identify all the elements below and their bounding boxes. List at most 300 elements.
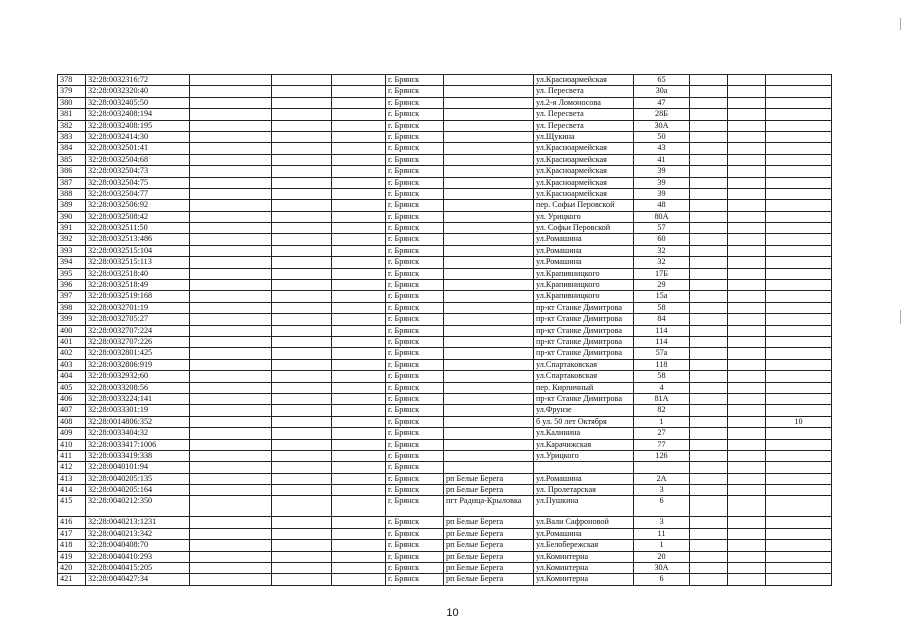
blank-cell [690, 143, 728, 154]
blank-cell [332, 291, 386, 302]
table-row [58, 177, 832, 188]
blank-cell [728, 517, 766, 528]
house-number-cell: 47 [634, 97, 690, 108]
blank-cell [728, 528, 766, 539]
blank-cell [332, 109, 386, 120]
extra-value-cell [766, 143, 832, 154]
cadastral-number-cell: 32:28:0032504:73 [86, 166, 190, 177]
extra-value-cell [766, 348, 832, 359]
cadastral-number-cell: 32:28:0032705:27 [86, 314, 190, 325]
blank-cell [272, 462, 332, 473]
table-row [58, 188, 832, 199]
city-cell: г. Брянск [386, 280, 444, 291]
blank-cell [332, 97, 386, 108]
blank-cell [728, 280, 766, 291]
blank-cell [190, 473, 272, 484]
register-sheet [57, 74, 831, 586]
extra-value-cell [766, 177, 832, 188]
locality-cell: рп Белые Берега [444, 517, 534, 528]
row-number-cell: 420 [58, 563, 86, 574]
blank-cell [190, 120, 272, 131]
table-row [58, 405, 832, 416]
street-cell: ул.Белобережская [534, 540, 634, 551]
blank-cell [332, 563, 386, 574]
extra-value-cell [766, 393, 832, 404]
cadastral-number-cell: 32:28:0033417:1006 [86, 439, 190, 450]
table-row [58, 416, 832, 427]
cadastral-number-cell: 32:28:0032801:425 [86, 348, 190, 359]
cadastral-number-cell: 32:28:0032518:49 [86, 280, 190, 291]
blank-cell [190, 166, 272, 177]
blank-cell [690, 234, 728, 245]
street-cell: пр-кт Станке Димитрова [534, 302, 634, 313]
blank-cell [190, 234, 272, 245]
row-number-cell: 379 [58, 86, 86, 97]
city-cell: г. Брянск [386, 166, 444, 177]
blank-cell [690, 416, 728, 427]
table-row [58, 75, 832, 86]
table-row [58, 154, 832, 165]
extra-value-cell [766, 314, 832, 325]
blank-cell [332, 280, 386, 291]
city-cell: г. Брянск [386, 109, 444, 120]
blank-cell [272, 485, 332, 496]
blank-cell [728, 75, 766, 86]
city-cell: г. Брянск [386, 485, 444, 496]
blank-cell [728, 268, 766, 279]
locality-cell [444, 109, 534, 120]
blank-cell [190, 574, 272, 585]
street-cell: ул.Красноармейская [534, 188, 634, 199]
blank-cell [190, 359, 272, 370]
blank-cell [272, 302, 332, 313]
cadastral-number-cell: 32:28:0032707:224 [86, 325, 190, 336]
blank-cell [190, 200, 272, 211]
city-cell: г. Брянск [386, 268, 444, 279]
street-cell: ул.Крапивницкого [534, 268, 634, 279]
blank-cell [728, 563, 766, 574]
house-number-cell: 126 [634, 450, 690, 461]
blank-cell [332, 359, 386, 370]
blank-cell [332, 382, 386, 393]
extra-value-cell [766, 450, 832, 461]
house-number-cell: 65 [634, 75, 690, 86]
blank-cell [332, 439, 386, 450]
blank-cell [190, 268, 272, 279]
row-number-cell: 391 [58, 223, 86, 234]
extra-value-cell [766, 382, 832, 393]
blank-cell [690, 302, 728, 313]
cadastral-number-cell: 32:28:0014806:352 [86, 416, 190, 427]
cadastral-number-cell: 32:28:0033404:32 [86, 428, 190, 439]
locality-cell [444, 97, 534, 108]
blank-cell [190, 223, 272, 234]
row-number-cell: 390 [58, 211, 86, 222]
blank-cell [690, 348, 728, 359]
house-number-cell: 11 [634, 528, 690, 539]
blank-cell [272, 143, 332, 154]
cadastral-number-cell: 32:28:0032504:75 [86, 177, 190, 188]
blank-cell [272, 450, 332, 461]
blank-cell [690, 245, 728, 256]
street-cell: ул.Ромашина [534, 257, 634, 268]
cadastral-number-cell: 32:28:0032504:77 [86, 188, 190, 199]
blank-cell [728, 109, 766, 120]
locality-cell: рп Белые Берега [444, 528, 534, 539]
street-cell: ул.Красноармейская [534, 75, 634, 86]
row-number-cell: 415 [58, 496, 86, 517]
street-cell: ул.Коминтерна [534, 551, 634, 562]
blank-cell [728, 211, 766, 222]
locality-cell [444, 314, 534, 325]
row-number-cell: 419 [58, 551, 86, 562]
blank-cell [728, 540, 766, 551]
city-cell: г. Брянск [386, 450, 444, 461]
city-cell: г. Брянск [386, 462, 444, 473]
blank-cell [190, 348, 272, 359]
street-cell: ул.Калинина [534, 428, 634, 439]
row-number-cell: 409 [58, 428, 86, 439]
cadastral-number-cell: 32:28:0040427:34 [86, 574, 190, 585]
cadastral-number-cell: 32:28:0040408:70 [86, 540, 190, 551]
blank-cell [690, 336, 728, 347]
street-cell: ул.Красноармейская [534, 177, 634, 188]
extra-value-cell [766, 551, 832, 562]
city-cell: г. Брянск [386, 574, 444, 585]
table-row [58, 517, 832, 528]
street-cell: ул.Ромашина [534, 234, 634, 245]
cadastral-number-cell: 32:28:0032511:50 [86, 223, 190, 234]
blank-cell [272, 405, 332, 416]
row-number-cell: 394 [58, 257, 86, 268]
row-number-cell: 400 [58, 325, 86, 336]
blank-cell [728, 86, 766, 97]
locality-cell [444, 86, 534, 97]
blank-cell [272, 416, 332, 427]
row-number-cell: 378 [58, 75, 86, 86]
table-row [58, 462, 832, 473]
blank-cell [728, 120, 766, 131]
blank-cell [690, 314, 728, 325]
extra-value-cell [766, 86, 832, 97]
house-number-cell: 39 [634, 188, 690, 199]
house-number-cell: 32 [634, 257, 690, 268]
cadastral-number-cell: 32:28:0040213:1231 [86, 517, 190, 528]
table-row [58, 234, 832, 245]
cadastral-number-cell: 32:28:0032408:195 [86, 120, 190, 131]
house-number-cell: 3 [634, 485, 690, 496]
locality-cell: рп Белые Берега [444, 540, 534, 551]
blank-cell [190, 314, 272, 325]
blank-cell [690, 268, 728, 279]
blank-cell [332, 211, 386, 222]
table-row [58, 268, 832, 279]
extra-value-cell [766, 405, 832, 416]
city-cell: г. Брянск [386, 336, 444, 347]
scan-edge-mark-top [900, 18, 901, 30]
table-row [58, 245, 832, 256]
house-number-cell: 2А [634, 473, 690, 484]
city-cell: г. Брянск [386, 188, 444, 199]
blank-cell [332, 528, 386, 539]
house-number-cell: 6 [634, 496, 690, 517]
blank-cell [690, 462, 728, 473]
row-number-cell: 397 [58, 291, 86, 302]
blank-cell [190, 302, 272, 313]
house-number-cell: 60 [634, 234, 690, 245]
blank-cell [272, 223, 332, 234]
extra-value-cell [766, 280, 832, 291]
street-cell: ул. Пролетарская [534, 485, 634, 496]
house-number-cell: 15а [634, 291, 690, 302]
blank-cell [332, 450, 386, 461]
house-number-cell: 114 [634, 336, 690, 347]
street-cell: ул.Крапивницкого [534, 291, 634, 302]
extra-value-cell [766, 223, 832, 234]
row-number-cell: 411 [58, 450, 86, 461]
blank-cell [190, 439, 272, 450]
street-cell: ул. Пересвета [534, 86, 634, 97]
blank-cell [690, 188, 728, 199]
cadastral-number-cell: 32:28:0032320:40 [86, 86, 190, 97]
street-cell: ул.Красноармейская [534, 166, 634, 177]
locality-cell [444, 280, 534, 291]
blank-cell [332, 245, 386, 256]
blank-cell [690, 359, 728, 370]
extra-value-cell [766, 517, 832, 528]
table-row [58, 496, 832, 517]
blank-cell [728, 371, 766, 382]
table-row [58, 211, 832, 222]
row-number-cell: 383 [58, 131, 86, 142]
street-cell: пр-кт Станке Димитрова [534, 348, 634, 359]
blank-cell [728, 428, 766, 439]
table-row [58, 359, 832, 370]
blank-cell [332, 200, 386, 211]
blank-cell [272, 428, 332, 439]
row-number-cell: 395 [58, 268, 86, 279]
city-cell: г. Брянск [386, 428, 444, 439]
blank-cell [728, 143, 766, 154]
locality-cell: пгт Радица-Крыловка [444, 496, 534, 517]
city-cell: г. Брянск [386, 131, 444, 142]
extra-value-cell [766, 154, 832, 165]
register-rows [58, 75, 832, 586]
property-register-table [57, 74, 832, 586]
cadastral-number-cell: 32:28:0032405:50 [86, 97, 190, 108]
house-number-cell: 118 [634, 359, 690, 370]
locality-cell [444, 439, 534, 450]
blank-cell [272, 280, 332, 291]
locality-cell: рп Белые Берега [444, 551, 534, 562]
cadastral-number-cell: 32:28:0032806:919 [86, 359, 190, 370]
cadastral-number-cell: 32:28:0040415:205 [86, 563, 190, 574]
house-number-cell: 32 [634, 245, 690, 256]
table-row [58, 428, 832, 439]
blank-cell [272, 234, 332, 245]
blank-cell [272, 574, 332, 585]
blank-cell [728, 166, 766, 177]
blank-cell [272, 314, 332, 325]
blank-cell [272, 245, 332, 256]
house-number-cell [634, 462, 690, 473]
extra-value-cell [766, 428, 832, 439]
blank-cell [190, 143, 272, 154]
locality-cell [444, 245, 534, 256]
table-row [58, 473, 832, 484]
blank-cell [728, 291, 766, 302]
cadastral-number-cell: 32:28:0033419:338 [86, 450, 190, 461]
house-number-cell: 57а [634, 348, 690, 359]
street-cell: ул.2-я Ломоносова [534, 97, 634, 108]
blank-cell [190, 245, 272, 256]
blank-cell [728, 348, 766, 359]
row-number-cell: 413 [58, 473, 86, 484]
city-cell: г. Брянск [386, 234, 444, 245]
blank-cell [190, 528, 272, 539]
locality-cell [444, 131, 534, 142]
blank-cell [272, 200, 332, 211]
row-number-cell: 392 [58, 234, 86, 245]
cadastral-number-cell: 32:28:0032519:168 [86, 291, 190, 302]
blank-cell [332, 336, 386, 347]
extra-value-cell [766, 325, 832, 336]
blank-cell [332, 348, 386, 359]
blank-cell [272, 382, 332, 393]
street-cell: ул.Ромашина [534, 473, 634, 484]
blank-cell [272, 154, 332, 165]
blank-cell [728, 325, 766, 336]
blank-cell [332, 393, 386, 404]
extra-value-cell [766, 211, 832, 222]
house-number-cell: 84 [634, 314, 690, 325]
blank-cell [728, 97, 766, 108]
blank-cell [272, 473, 332, 484]
street-cell: пер. Кирпичный [534, 382, 634, 393]
locality-cell [444, 154, 534, 165]
table-row [58, 540, 832, 551]
locality-cell [444, 359, 534, 370]
cadastral-number-cell: 32:28:0033301:19 [86, 405, 190, 416]
row-number-cell: 381 [58, 109, 86, 120]
table-row [58, 97, 832, 108]
blank-cell [272, 131, 332, 142]
street-cell: ул.Вали Сафроновой [534, 517, 634, 528]
blank-cell [690, 473, 728, 484]
city-cell: г. Брянск [386, 302, 444, 313]
city-cell: г. Брянск [386, 382, 444, 393]
blank-cell [728, 188, 766, 199]
blank-cell [690, 517, 728, 528]
street-cell: ул.Крапивницкого [534, 280, 634, 291]
blank-cell [690, 109, 728, 120]
blank-cell [332, 143, 386, 154]
locality-cell [444, 393, 534, 404]
blank-cell [272, 120, 332, 131]
cadastral-number-cell: 32:28:0032515:113 [86, 257, 190, 268]
blank-cell [728, 574, 766, 585]
street-cell: ул.Урицкого [534, 450, 634, 461]
city-cell: г. Брянск [386, 325, 444, 336]
blank-cell [332, 371, 386, 382]
city-cell: г. Брянск [386, 200, 444, 211]
table-row [58, 325, 832, 336]
locality-cell: рп Белые Берега [444, 485, 534, 496]
locality-cell [444, 462, 534, 473]
cadastral-number-cell: 32:28:0032316:72 [86, 75, 190, 86]
blank-cell [272, 393, 332, 404]
blank-cell [728, 257, 766, 268]
blank-cell [272, 439, 332, 450]
blank-cell [690, 450, 728, 461]
cadastral-number-cell: 32:28:0040101:94 [86, 462, 190, 473]
blank-cell [272, 268, 332, 279]
blank-cell [190, 280, 272, 291]
blank-cell [690, 551, 728, 562]
city-cell: г. Брянск [386, 177, 444, 188]
table-row [58, 563, 832, 574]
blank-cell [332, 551, 386, 562]
blank-cell [690, 86, 728, 97]
blank-cell [190, 563, 272, 574]
city-cell: г. Брянск [386, 563, 444, 574]
street-cell: ул. Пересвета [534, 120, 634, 131]
blank-cell [728, 485, 766, 496]
house-number-cell: 1 [634, 416, 690, 427]
blank-cell [272, 109, 332, 120]
city-cell: г. Брянск [386, 473, 444, 484]
blank-cell [332, 257, 386, 268]
house-number-cell: 4 [634, 382, 690, 393]
locality-cell [444, 428, 534, 439]
row-number-cell: 421 [58, 574, 86, 585]
cadastral-number-cell: 32:28:0033208:56 [86, 382, 190, 393]
extra-value-cell [766, 75, 832, 86]
row-number-cell: 406 [58, 393, 86, 404]
house-number-cell: 27 [634, 428, 690, 439]
street-cell: ул. Софьи Перовской [534, 223, 634, 234]
blank-cell [272, 257, 332, 268]
locality-cell: рп Белые Берега [444, 574, 534, 585]
blank-cell [332, 325, 386, 336]
extra-value-cell [766, 473, 832, 484]
street-cell: ул.Карачижская [534, 439, 634, 450]
house-number-cell: 41 [634, 154, 690, 165]
table-row [58, 302, 832, 313]
house-number-cell: 48 [634, 200, 690, 211]
blank-cell [272, 359, 332, 370]
street-cell: ул.Коминтерна [534, 563, 634, 574]
blank-cell [272, 166, 332, 177]
street-cell: ул.Пушкина [534, 496, 634, 517]
extra-value-cell [766, 574, 832, 585]
extra-value-cell [766, 462, 832, 473]
blank-cell [190, 188, 272, 199]
locality-cell [444, 75, 534, 86]
city-cell: г. Брянск [386, 143, 444, 154]
house-number-cell: 39 [634, 177, 690, 188]
blank-cell [690, 382, 728, 393]
extra-value-cell [766, 336, 832, 347]
blank-cell [728, 405, 766, 416]
extra-value-cell [766, 131, 832, 142]
blank-cell [190, 211, 272, 222]
blank-cell [332, 86, 386, 97]
locality-cell [444, 268, 534, 279]
blank-cell [190, 382, 272, 393]
blank-cell [690, 574, 728, 585]
blank-cell [728, 314, 766, 325]
